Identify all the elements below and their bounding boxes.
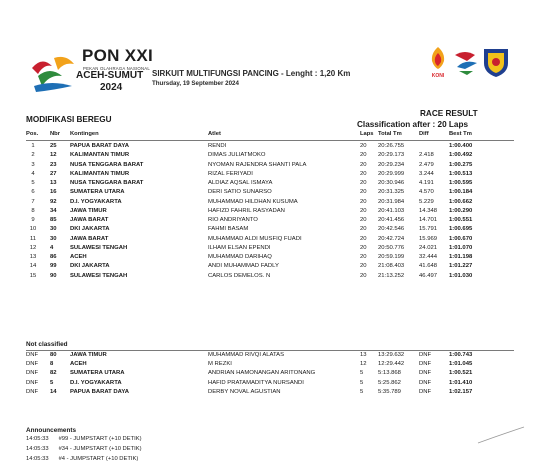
dnf-atlet: M REZKI (208, 361, 232, 368)
dnf-row (26, 369, 514, 378)
dnf-nbr: 5 (50, 379, 54, 386)
results-header (26, 131, 514, 141)
result-pos: 8 (31, 207, 35, 214)
result-best: 1:01.030 (449, 272, 473, 279)
result-best: 1:01.070 (449, 244, 473, 251)
result-atlet: RENDI (208, 143, 227, 149)
result-pos: 10 (29, 226, 37, 233)
dnf-nbr: 8 (50, 361, 54, 368)
result-nbr: 25 (50, 143, 57, 149)
result-best: 1:01.227 (449, 263, 473, 270)
result-pos: 3 (31, 161, 35, 168)
result-nbr: 23 (50, 161, 57, 168)
result-kontingen: KALIMANTAN TIMUR (70, 170, 130, 177)
result-best: 1:00.662 (449, 198, 473, 205)
dnf-best: 1:00.743 (449, 352, 473, 358)
result-total: 21:08.403 (378, 263, 405, 270)
result-pos: 15 (29, 272, 37, 279)
result-atlet: CARLOS DEMELOS. N (208, 272, 271, 279)
result-total: 20:29.999 (378, 170, 405, 177)
result-nbr: 27 (50, 170, 57, 177)
dnf-row (26, 379, 514, 388)
result-diff: 5.229 (419, 198, 434, 205)
dnf-row (26, 360, 514, 369)
dnf-atlet: ANDRIAN HAMONANGAN ARITONANG (208, 370, 316, 377)
result-kontingen: D.I. YOGYAKARTA (70, 198, 122, 205)
result-best: 1:00.670 (449, 235, 473, 242)
result-atlet: DERI SATIO SUNARSO (208, 189, 272, 196)
result-row (26, 262, 514, 271)
result-best: 1:00.400 (449, 143, 473, 149)
dnf-kontingen: ACEH (70, 361, 87, 368)
result-atlet: FAHMI BASAM (208, 226, 249, 233)
dnf-pos: DNF (26, 352, 39, 358)
dnf-diff: DNF (419, 388, 432, 395)
announcement-text: #4 - JUMPSTART (+10 DETIK) (58, 456, 139, 462)
result-laps: 20 (360, 254, 367, 260)
result-total: 21:13.252 (378, 272, 405, 279)
dnf-laps: 5 (360, 379, 364, 386)
dnf-atlet: MUHAMMAD RIVQI ALATAS (208, 352, 285, 358)
pon-ribbon-logo (453, 47, 479, 77)
pon-xxi-logo (28, 50, 78, 96)
result-laps: 20 (360, 198, 367, 205)
result-diff: 41.648 (419, 263, 438, 270)
result-row (26, 151, 514, 160)
result-row (26, 244, 514, 253)
result-nbr: 86 (50, 254, 57, 260)
dnf-pos: DNF (26, 361, 39, 368)
result-total: 20:26.755 (378, 143, 405, 149)
result-atlet: MUHAMMAD HILDHAN KUSUMA (208, 198, 298, 205)
koni-logo (425, 45, 451, 81)
result-pos: 4 (31, 170, 35, 177)
result-row (26, 170, 514, 179)
result-row (26, 142, 514, 151)
result-atlet: MUHAMMAD ALDI MUSFIQ FUADI (208, 235, 302, 242)
result-nbr: 90 (50, 272, 57, 279)
result-nbr: 16 (50, 189, 57, 196)
result-row (26, 207, 514, 216)
announcement-text: #99 - JUMPSTART (+10 DETIK) (58, 436, 142, 442)
result-kontingen: DKI JAKARTA (70, 226, 110, 233)
result-nbr: 99 (50, 263, 57, 270)
police-emblem (481, 45, 511, 79)
result-laps: 20 (360, 152, 367, 159)
dnf-diff: DNF (419, 379, 432, 386)
result-kontingen: ACEH (70, 254, 87, 260)
result-diff: 46.497 (419, 272, 438, 279)
result-nbr: 30 (50, 226, 57, 233)
date-line: Thursday, 19 September 2024 (152, 80, 239, 87)
result-atlet: NYOMAN RAJENDRA SHANTI PALA (208, 161, 307, 168)
dnf-pos: DNF (26, 388, 39, 395)
dnf-total: 5:13.868 (378, 370, 401, 377)
result-laps: 20 (360, 207, 367, 214)
result-laps: 20 (360, 180, 367, 186)
dnf-pos: DNF (26, 379, 39, 386)
result-laps: 20 (360, 170, 367, 177)
result-atlet: MUHAMMAD DARIHAQ (208, 254, 272, 260)
result-best: 1:01.198 (449, 254, 473, 260)
result-pos: 12 (29, 244, 37, 251)
result-pos: 14 (29, 263, 37, 270)
event-name: PON XXI (82, 46, 154, 65)
result-kontingen: JAWA BARAT (70, 217, 109, 223)
dnf-diff: DNF (419, 370, 432, 377)
result-laps: 20 (360, 217, 367, 223)
result-best: 1:00.275 (449, 161, 473, 168)
result-laps: 20 (360, 143, 367, 149)
result-total: 20:30.946 (378, 180, 405, 186)
result-kontingen: SULAWESI TENGAH (70, 244, 128, 251)
result-diff: 3.244 (419, 170, 434, 177)
result-kontingen: JAWA BARAT (70, 235, 109, 242)
result-laps: 20 (360, 161, 367, 168)
result-nbr: 13 (50, 180, 57, 186)
dnf-total: 13:29.632 (378, 352, 405, 358)
col-kontingen: Kontingen (70, 131, 99, 137)
dnf-diff: DNF (419, 361, 432, 368)
result-diff: 24.021 (419, 244, 438, 251)
announcement-time: 14:05:33 (26, 456, 49, 462)
result-atlet: ANDI MUHAMMAD FADLY (208, 263, 279, 270)
dnf-row (26, 351, 514, 360)
result-total: 20:50.776 (378, 244, 405, 251)
result-diff: 14.701 (419, 217, 438, 223)
result-diff: 15.791 (419, 226, 438, 233)
dnf-laps: 12 (360, 361, 367, 368)
result-best: 1:00.695 (449, 226, 473, 233)
announcement-text: #34 - JUMPSTART (+10 DETIK) (58, 446, 142, 452)
dnf-best: 1:01.410 (449, 379, 473, 386)
result-pos: 13 (29, 254, 37, 260)
result-atlet: HAFIZD FAHRIL RASYADAN (208, 207, 285, 214)
result-pos: 11 (29, 235, 37, 242)
race-result-title: RACE RESULT (420, 109, 478, 118)
result-total: 20:59.199 (378, 254, 405, 260)
result-laps: 20 (360, 189, 367, 196)
result-total: 20:41.103 (378, 207, 405, 214)
category-title: MODIFIKASI BEREGU (26, 115, 112, 124)
dnf-kontingen: PAPUA BARAT DAYA (70, 388, 130, 395)
result-pos: 6 (31, 189, 35, 196)
result-pos: 5 (31, 180, 35, 186)
result-nbr: 34 (50, 207, 57, 214)
result-nbr: 92 (50, 198, 57, 205)
result-best: 1:00.492 (449, 152, 473, 159)
event-year: 2024 (100, 82, 123, 93)
result-row (26, 235, 514, 244)
result-best: 1:00.184 (449, 189, 473, 196)
announcement-item (26, 446, 142, 452)
col-best: Best Tm (449, 131, 472, 137)
result-atlet: RIZAL FERIYADI (208, 170, 253, 177)
result-diff: 14.348 (419, 207, 438, 214)
dnf-kontingen: SUMATERA UTARA (70, 370, 125, 377)
result-total: 20:42.724 (378, 235, 405, 242)
col-laps: Laps (360, 131, 374, 137)
pen-mark (476, 425, 526, 445)
dnf-laps: 13 (360, 352, 367, 358)
result-kontingen: PAPUA BARAT DAYA (70, 143, 130, 149)
dnf-nbr: 82 (50, 370, 57, 377)
result-row (26, 179, 514, 188)
venue-line: SIRKUIT MULTIFUNGSI PANCING - Lenght : 1,20 Km (152, 69, 351, 78)
col-diff: Diff (419, 131, 429, 137)
result-row (26, 198, 514, 207)
announcements-title: Announcements (26, 427, 77, 434)
result-pos: 7 (31, 198, 35, 205)
col-pos: Pos. (26, 131, 39, 137)
col-atlet: Atlet (208, 131, 221, 137)
dnf-best: 1:02.157 (449, 388, 473, 395)
result-total: 20:42.546 (378, 226, 405, 233)
dnf-pos: DNF (26, 370, 39, 377)
event-subtitle: PEKAN OLAHRAGA NASIONAL (83, 66, 150, 71)
result-diff: 2.479 (419, 161, 434, 168)
dnf-best: 1:00.521 (449, 370, 473, 377)
koni-text: KONI (431, 73, 445, 79)
result-pos: 1 (31, 143, 35, 149)
result-laps: 20 (360, 263, 367, 270)
result-row (26, 272, 514, 281)
result-total: 20:31.325 (378, 189, 405, 196)
classification-note: Classification after : 20 Laps (357, 120, 469, 129)
result-best: 1:00.551 (449, 217, 473, 223)
result-best: 1:00.595 (449, 180, 473, 186)
result-row (26, 188, 514, 197)
dnf-laps: 5 (360, 388, 364, 395)
event-host: ACEH-SUMUT (76, 70, 144, 81)
result-kontingen: SULAWESI TENGAH (70, 272, 128, 279)
result-nbr: 12 (50, 152, 57, 159)
dnf-laps: 5 (360, 370, 364, 377)
dnf-total: 5:25.862 (378, 379, 401, 386)
result-atlet: DIMAS JULIATMOKO (208, 152, 266, 159)
result-kontingen: NUSA TENGGARA BARAT (70, 161, 144, 168)
dnf-atlet: HAFID PRATAMADITYA NURSANDI (208, 379, 304, 386)
dnf-atlet: DERBY NOVAL AGUSTIAN (208, 388, 281, 395)
result-total: 20:29.173 (378, 152, 405, 159)
result-atlet: ILHAM ELSAN EPENDI (208, 244, 271, 251)
result-kontingen: NUSA TENGGARA BARAT (70, 180, 144, 186)
result-atlet: ALDIAZ AQSAL ISMAYA (208, 180, 273, 186)
result-diff: 2.418 (419, 152, 434, 159)
result-total: 20:31.984 (378, 198, 405, 205)
dnf-total: 12:29.442 (378, 361, 405, 368)
announcement-time: 14:05:33 (26, 436, 49, 442)
result-kontingen: DKI JAKARTA (70, 263, 110, 270)
col-total: Total Tm (378, 131, 402, 137)
result-row (26, 253, 514, 262)
col-nbr: Nbr (50, 131, 60, 137)
dnf-kontingen: JAWA TIMUR (70, 352, 107, 358)
result-nbr: 85 (50, 217, 57, 223)
result-diff: 4.191 (419, 180, 434, 186)
result-diff: 15.969 (419, 235, 438, 242)
result-kontingen: SUMATERA UTARA (70, 189, 125, 196)
result-laps: 20 (360, 235, 367, 242)
dnf-best: 1:01.045 (449, 361, 473, 368)
dnf-nbr: 80 (50, 352, 57, 358)
result-diff: 4.570 (419, 189, 434, 196)
result-pos: 9 (31, 217, 35, 223)
result-total: 20:41.456 (378, 217, 405, 223)
dnf-kontingen: D.I. YOGYAKARTA (70, 379, 122, 386)
result-nbr: 4 (50, 244, 54, 251)
announcement-item (26, 436, 142, 442)
result-laps: 20 (360, 272, 367, 279)
result-kontingen: KALIMANTAN TIMUR (70, 152, 130, 159)
announcement-time: 14:05:33 (26, 446, 49, 452)
result-best: 1:00.513 (449, 170, 473, 177)
dnf-nbr: 14 (50, 388, 57, 395)
not-classified-title: Not classified (26, 341, 68, 348)
result-best: 1:00.290 (449, 207, 473, 214)
dnf-row (26, 388, 514, 397)
dnf-total: 5:35.789 (378, 388, 401, 395)
announcement-item (26, 456, 138, 462)
result-laps: 20 (360, 244, 367, 251)
result-diff: 32.444 (419, 254, 438, 260)
result-kontingen: JAWA TIMUR (70, 207, 107, 214)
result-row (26, 161, 514, 170)
result-laps: 20 (360, 226, 367, 233)
result-atlet: RIO ANDRIYANTO (208, 217, 258, 223)
dnf-diff: DNF (419, 352, 432, 358)
result-pos: 2 (31, 152, 35, 159)
result-nbr: 30 (50, 235, 57, 242)
result-total: 20:29.234 (378, 161, 405, 168)
result-row (26, 216, 514, 225)
result-row (26, 225, 514, 234)
